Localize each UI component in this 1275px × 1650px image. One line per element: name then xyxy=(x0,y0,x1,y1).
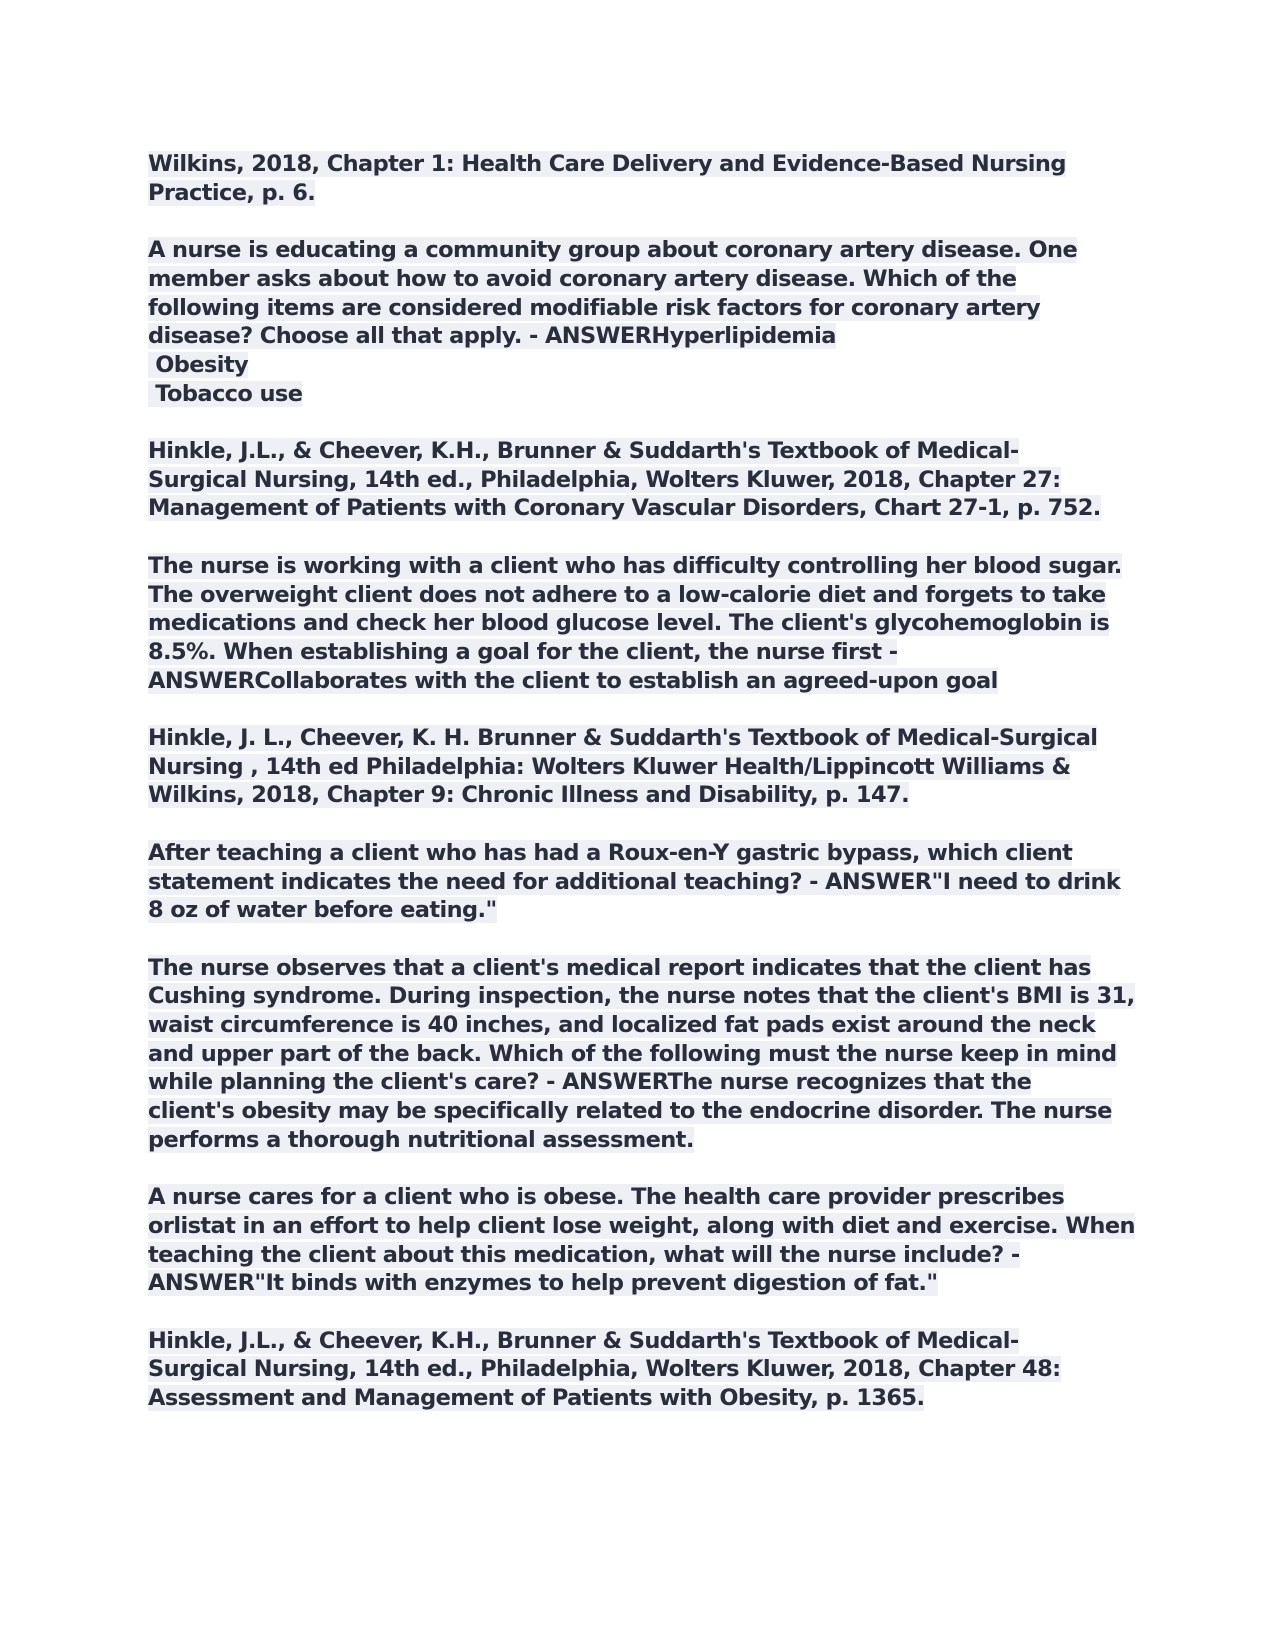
text-line: Assessment and Management of Patients with Obesity, p. 1365. xyxy=(148,1385,925,1412)
text-line: ANSWERCollaborates with the client to establish an agreed-upon goal xyxy=(148,667,998,694)
document-page xyxy=(148,150,1138,1442)
text-line: A nurse is educating a community group about coronary artery disease. One xyxy=(148,237,1078,264)
text-line: and upper part of the back. Which of the following must the nurse keep in mind xyxy=(148,1040,1117,1067)
text-line: orlistat in an effort to help client lose weight, along with diet and exercise. When xyxy=(148,1212,1135,1239)
text-line: Practice, p. 6. xyxy=(148,179,316,206)
text-line: Nursing , 14th ed Philadelphia: Wolters Kluwer Health/Lippincott Williams & xyxy=(148,753,1071,780)
text-line: member asks about how to avoid coronary artery disease. Which of the xyxy=(148,265,1017,292)
text-line: ANSWER"It binds with enzymes to help prevent digestion of fat." xyxy=(148,1270,938,1297)
text-line: Wilkins, 2018, Chapter 1: Health Care Delivery and Evidence-Based Nursing xyxy=(148,151,1066,177)
text-line: statement indicates the need for additional teaching? - ANSWER"I need to drink xyxy=(148,868,1121,895)
text-line: medications and check her blood glucose level. The client's glycohemoglobin is xyxy=(148,610,1110,637)
question-paragraph xyxy=(148,552,1138,696)
text-line: The nurse observes that a client's medical report indicates that the client has xyxy=(148,954,1091,981)
citation-paragraph xyxy=(148,150,1138,207)
text-line: The overweight client does not adhere to a low-calorie diet and forgets to take xyxy=(148,581,1106,608)
text-line: 8 oz of water before eating." xyxy=(148,897,497,924)
text-line: The nurse is working with a client who has difficulty controlling her blood sugar. xyxy=(148,552,1122,579)
text-line: Surgical Nursing, 14th ed., Philadelphia, Wolters Kluwer, 2018, Chapter 48: xyxy=(148,1356,1061,1383)
text-line: Wilkins, 2018, Chapter 9: Chronic Illness and Disability, p. 147. xyxy=(148,782,910,809)
text-line: teaching the client about this medication, what will the nurse include? - xyxy=(148,1241,1020,1268)
answer-line: Obesity xyxy=(148,351,249,378)
text-line: A nurse cares for a client who is obese. The health care provider prescribes xyxy=(148,1184,1065,1211)
text-line: 8.5%. When establishing a goal for the client, the nurse first - xyxy=(148,638,898,665)
citation-paragraph xyxy=(148,1327,1138,1413)
text-line: waist circumference is 40 inches, and localized fat pads exist around the neck xyxy=(148,1012,1096,1038)
question-paragraph xyxy=(148,954,1138,1155)
answer-line: Tobacco use xyxy=(148,380,303,407)
question-paragraph xyxy=(148,839,1138,925)
text-line: while planning the client's care? - ANSWERThe nurse recognizes that the xyxy=(148,1069,1032,1096)
text-line: Surgical Nursing, 14th ed., Philadelphia, Wolters Kluwer, 2018, Chapter 27: xyxy=(148,466,1061,493)
text-line: client's obesity may be specifically related to the endocrine disorder. The nurse xyxy=(148,1098,1112,1125)
text-line: performs a thorough nutritional assessment. xyxy=(148,1126,694,1153)
text-line: Cushing syndrome. During inspection, the nurse notes that the client's BMI is 31, xyxy=(148,983,1135,1010)
citation-paragraph xyxy=(148,724,1138,810)
text-line: Management of Patients with Coronary Vascular Disorders, Chart 27-1, p. 752. xyxy=(148,495,1101,522)
text-line: After teaching a client who has had a Roux-en-Y gastric bypass, which client xyxy=(148,839,1073,866)
text-line: following items are considered modifiable risk factors for coronary artery xyxy=(148,294,1041,321)
question-paragraph xyxy=(148,1183,1138,1298)
citation-paragraph xyxy=(148,437,1138,523)
text-line: Hinkle, J. L., Cheever, K. H. Brunner & Suddarth's Textbook of Medical-Surgical xyxy=(148,725,1098,751)
text-line: disease? Choose all that apply. - ANSWERHyperlipidemia xyxy=(148,323,836,350)
text-line: Hinkle, J.L., & Cheever, K.H., Brunner & Suddarth's Textbook of Medical- xyxy=(148,438,1019,464)
text-line: Hinkle, J.L., & Cheever, K.H., Brunner & Suddarth's Textbook of Medical- xyxy=(148,1327,1019,1354)
question-paragraph xyxy=(148,236,1138,408)
